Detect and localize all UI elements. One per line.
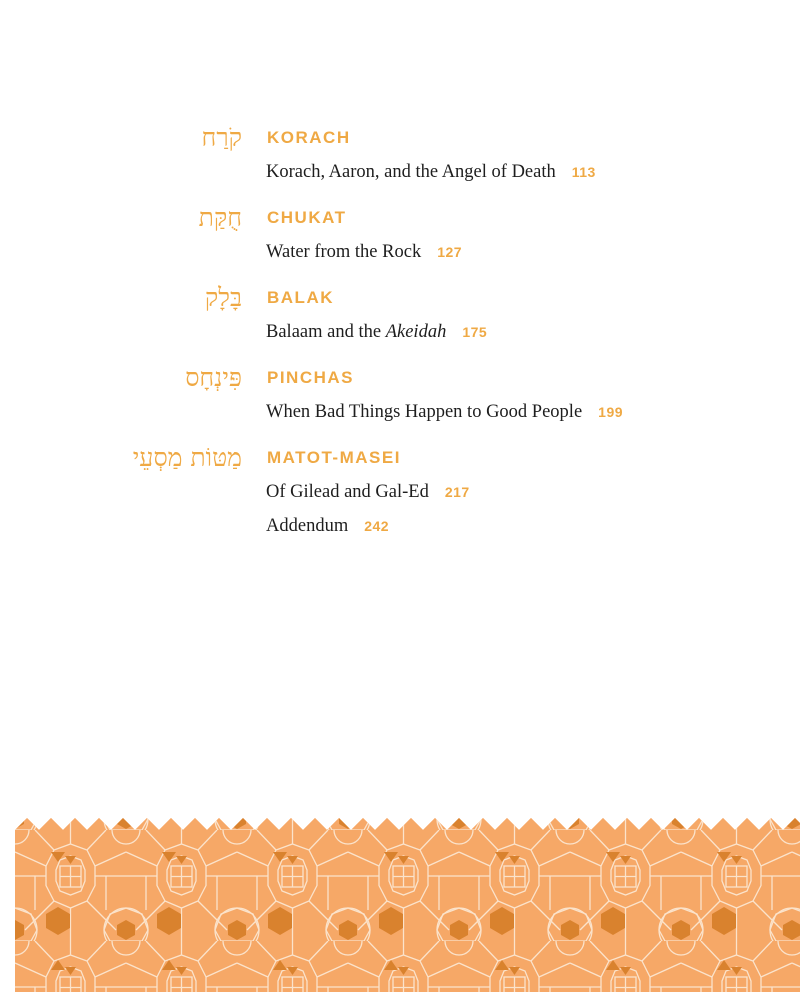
- page-number: 127: [437, 244, 463, 260]
- hebrew-title: קֹרַח: [201, 123, 242, 152]
- page-number: 242: [364, 518, 390, 534]
- hebrew-title: בָּלָק: [204, 283, 242, 312]
- hebrew-title: מַטּוֹת מַסְעֵי: [132, 443, 242, 472]
- entry-title-plain: Balaam and the: [266, 322, 386, 342]
- toc-entry[interactable]: [266, 160, 596, 185]
- entry-title: Korach, Aaron, and the Angel of Death: [266, 162, 556, 182]
- page-number: 175: [462, 324, 488, 340]
- hebrew-title: פִּינְחָס: [185, 363, 242, 392]
- entry-title: Of Gilead and Gal-Ed: [266, 482, 429, 502]
- hebrew-title: חֻקַּת: [198, 203, 242, 232]
- page-number: 217: [444, 484, 470, 500]
- page-number: 199: [598, 404, 624, 420]
- section-heading: BALAK: [267, 288, 334, 307]
- entry-title: Water from the Rock: [266, 242, 422, 262]
- entry-title: Addendum: [266, 516, 349, 536]
- toc-entry[interactable]: [266, 240, 462, 265]
- entry-title: When Bad Things Happen to Good People: [266, 402, 583, 422]
- toc-entry[interactable]: [266, 480, 470, 505]
- section-heading: CHUKAT: [267, 208, 347, 227]
- geometric-pattern-band: [15, 818, 800, 992]
- toc-entry[interactable]: [266, 514, 389, 539]
- section-heading: KORACH: [267, 128, 351, 147]
- section-heading: MATOT-MASEI: [267, 448, 401, 467]
- entry-title: [266, 322, 446, 342]
- toc-entry[interactable]: [266, 320, 487, 345]
- entry-title-italic: Akeidah: [385, 322, 447, 342]
- page-number: 113: [571, 164, 596, 180]
- section-heading: PINCHAS: [267, 368, 355, 387]
- toc-entry[interactable]: [266, 400, 623, 425]
